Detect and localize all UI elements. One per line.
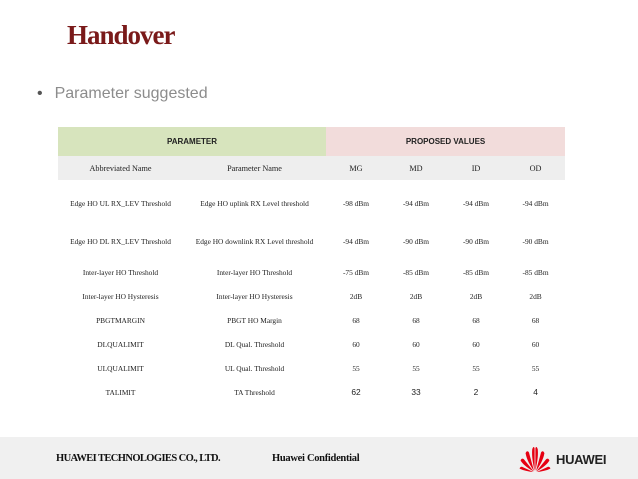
- table-column-header-row: [58, 156, 565, 180]
- cell-name: Edge HO uplink RX Level threshold: [200, 198, 309, 208]
- bullet-dot-icon: •: [37, 85, 43, 102]
- cell-name: Edge HO downlink RX Level threshold: [195, 236, 314, 246]
- cell-md: 60: [412, 339, 420, 349]
- cell-od: 55: [531, 363, 540, 373]
- table-group-header-row: [58, 127, 565, 156]
- cell-mg: 60: [352, 339, 360, 349]
- cell-name: PBGT HO Margin: [227, 315, 282, 325]
- footer-bar: [0, 437, 638, 479]
- cell-id: -90 dBm: [462, 236, 490, 246]
- table-row: [58, 332, 565, 356]
- cell-abbr: TALIMIT: [105, 387, 136, 397]
- cell-md: -85 dBm: [402, 267, 430, 277]
- cell-abbr: PBGTMARGIN: [96, 315, 145, 325]
- footer-confidential-label: Huawei Confidential: [272, 453, 360, 464]
- table-row: [58, 356, 565, 380]
- table-row: [58, 260, 565, 284]
- column-header-od: OD: [506, 156, 565, 180]
- cell-md: -94 dBm: [402, 198, 430, 208]
- cell-od: -90 dBm: [522, 236, 549, 246]
- cell-od: 2dB: [529, 291, 542, 301]
- cell-md: -90 dBm: [402, 236, 430, 246]
- bullet-text: Parameter suggested: [54, 85, 208, 102]
- column-header-abbreviated-name: Abbreviated Name: [58, 156, 183, 180]
- cell-abbr: Inter-layer HO Threshold: [82, 267, 159, 277]
- cell-mg: 62: [351, 387, 361, 397]
- cell-md: 2dB: [409, 291, 423, 301]
- cell-mg: 55: [352, 363, 360, 373]
- cell-md: 55: [412, 363, 420, 373]
- cell-id: 60: [472, 339, 480, 349]
- table-row: [58, 380, 565, 404]
- cell-name: TA Threshold: [234, 387, 275, 397]
- huawei-flower-logo-icon: [518, 443, 552, 473]
- cell-mg: 2dB: [349, 291, 363, 301]
- cell-abbr: Inter-layer HO Hysteresis: [82, 291, 159, 301]
- cell-id: 2dB: [469, 291, 483, 301]
- cell-od: -85 dBm: [522, 267, 549, 277]
- cell-name: DL Qual. Threshold: [224, 339, 285, 349]
- cell-abbr: Edge HO UL RX_LEV Threshold: [70, 198, 171, 208]
- table-row: [58, 284, 565, 308]
- slide-title: Handover: [67, 20, 175, 50]
- cell-name: Inter-layer HO Hysteresis: [216, 291, 293, 301]
- cell-name: Inter-layer HO Threshold: [216, 267, 293, 277]
- cell-md: 68: [412, 315, 420, 325]
- parameter-table: [58, 127, 565, 404]
- cell-od: 68: [531, 315, 540, 325]
- cell-mg: -98 dBm: [342, 198, 370, 208]
- cell-mg: 68: [352, 315, 360, 325]
- cell-id: 55: [472, 363, 480, 373]
- cell-od: -94 dBm: [522, 198, 549, 208]
- cell-id: -94 dBm: [462, 198, 490, 208]
- cell-abbr: ULQUALIMIT: [97, 363, 144, 373]
- cell-id: 2: [473, 387, 479, 397]
- cell-od: 4: [533, 387, 538, 397]
- column-header-mg: MG: [326, 156, 386, 180]
- cell-mg: -75 dBm: [342, 267, 370, 277]
- cell-id: 68: [472, 315, 480, 325]
- footer-company-name: HUAWEI TECHNOLOGIES CO., LTD.: [56, 453, 221, 464]
- huawei-logo-text: HUAWEI: [556, 452, 607, 467]
- cell-abbr: DLQUALIMIT: [97, 339, 144, 349]
- table-row: [58, 222, 565, 260]
- cell-od: 60: [531, 339, 540, 349]
- cell-mg: -94 dBm: [342, 236, 370, 246]
- cell-id: -85 dBm: [462, 267, 490, 277]
- parameter-group-header: PARAMETER: [58, 127, 326, 156]
- table-row: [58, 308, 565, 332]
- cell-md: 33: [411, 387, 421, 397]
- proposed-values-group-header: PROPOSED VALUES: [326, 127, 565, 156]
- column-header-parameter-name: Parameter Name: [183, 156, 326, 180]
- cell-abbr: Edge HO DL RX_LEV Threshold: [70, 236, 171, 246]
- column-header-md: MD: [386, 156, 446, 180]
- bullet-item: [37, 85, 208, 103]
- table-row: [58, 184, 565, 222]
- cell-name: UL Qual. Threshold: [224, 363, 285, 373]
- column-header-id: ID: [446, 156, 506, 180]
